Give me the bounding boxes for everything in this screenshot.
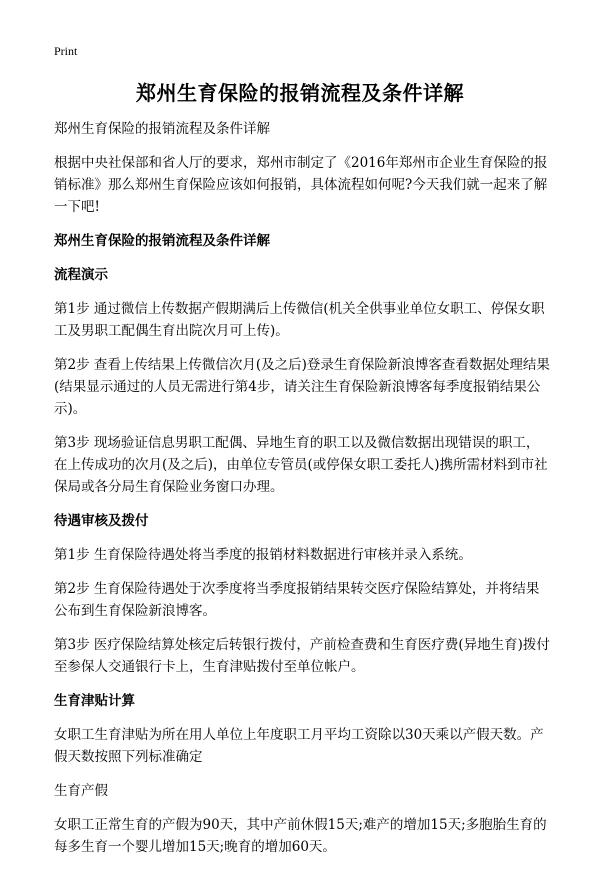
intro-paragraph: 根据中央社保部和省人厅的要求，郑州市制定了《2016年郑州市企业生育保险的报销标准》那么郑州生育保险应该如何报销，具体流程如何呢?今天我们就一起来了解一下吧! [54, 155, 548, 215]
review-step-2: 第2步 生育保险待遇处于次季度将当季度报销结果转交医疗保险结算处，并将结果公布到生育保险新浪博客。 [54, 581, 540, 619]
print-link[interactable]: Print [54, 44, 78, 58]
maternity-leave-label: 生育产假 [54, 783, 108, 799]
process-step-3: 第3步 现场验证信息男职工配偶、异地生育的职工以及微信数据出现错误的职工，在上传成功的次月(及之后)，由单位专管员(或停保女职工委托人)携所需材料到市社保局或各分局生育保险业务窗口办理。 [54, 435, 548, 495]
section-heading-main: 郑州生育保险的报销流程及条件详解 [54, 233, 270, 249]
process-step-2: 第2步 查看上传结果上传微信次月(及之后)登录生育保险新浪博客查看数据处理结果(结果显示通过的人员无需进行第4步，请关注生育保险新浪博客每季度报销结果公示)。 [54, 357, 550, 417]
section-heading-allowance: 生育津贴计算 [54, 693, 135, 709]
section-heading-review: 待遇审核及拨付 [54, 513, 149, 529]
article-subtitle: 郑州生育保险的报销流程及条件详解 [54, 121, 270, 137]
review-step-3: 第3步 医疗保险结算处核定后转银行拨付，产前检查费和生育医疗费(异地生育)拨付至参保人交通银行卡上，生育津贴拨付至单位帐户。 [54, 637, 550, 675]
maternity-leave-text: 女职工正常生育的产假为90天，其中产前休假15天;难产的增加15天;多胞胎生育的每多生育一个婴儿增加15天;晚育的增加60天。 [54, 817, 547, 855]
section-heading-process: 流程演示 [54, 267, 108, 283]
process-step-1: 第1步 通过微信上传数据产假期满后上传微信(机关全供事业单位女职工、停保女职工及男职工配偶生育出院次月可上传)。 [54, 301, 545, 339]
page-title: 郑州生育保险的报销流程及条件详解 [136, 81, 464, 105]
article-body [54, 118, 552, 870]
review-step-1: 第1步 生育保险待遇处将当季度的报销材料数据进行审核并录入系统。 [54, 547, 472, 563]
allowance-text: 女职工生育津贴为所在用人单位上年度职工月平均工资除以30天乘以产假天数。产假天数按照下列标准确定 [54, 727, 544, 765]
